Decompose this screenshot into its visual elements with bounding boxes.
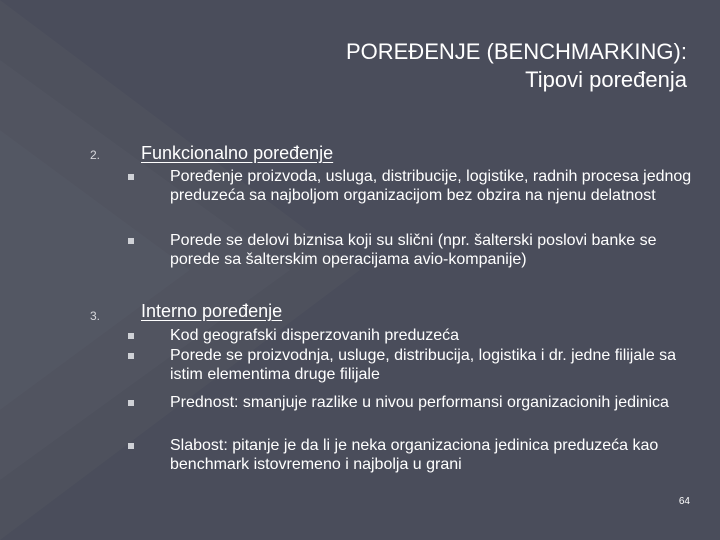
bullet-text: Porede se proizvodnja, usluge, distribucija, logistika i dr. jedne filijale sa istim elementima druge filijale — [170, 347, 677, 383]
bullet-text: Kod geografski disperzovanih preduzeća — [170, 327, 460, 344]
section-number: 3. — [90, 309, 101, 323]
page-number: 64 — [678, 496, 690, 507]
section-number: 2. — [90, 148, 101, 162]
bullet-text: Poređenje proizvoda, usluga, distribucije, logistike, radnih procesa jednog preduzeća sa najboljom organizacijom bez obzira na njenu delatnost — [170, 168, 692, 204]
bullet-square-icon — [128, 238, 134, 244]
bullet-text: Prednost: smanjuje razlike u nivou performansi organizacionih jedinica — [170, 394, 669, 411]
section-heading: Interno poređenje — [141, 301, 283, 321]
section-heading: Funkcionalno poređenje — [141, 143, 334, 163]
bullet-square-icon — [128, 333, 134, 339]
slide-title-line1: POREĐENJE (BENCHMARKING): — [345, 39, 687, 64]
slide-title-line2: Tipovi poređenja — [525, 67, 687, 92]
bullet-square-icon — [128, 174, 134, 180]
bullet-square-icon — [128, 353, 134, 359]
slide-title — [127, 38, 687, 94]
bullet-text: Porede se delovi biznisa koji su slični (npr. šalterski poslovi banke se porede sa šalterskim operacijama avio-kompanije) — [170, 232, 657, 268]
bullet-text: Slabost: pitanje je da li je neka organizaciona jedinica preduzeća kao benchmark istovremeno i najbolja u grani — [170, 437, 659, 473]
bullet-square-icon — [128, 443, 134, 449]
bullet-square-icon — [128, 400, 134, 406]
